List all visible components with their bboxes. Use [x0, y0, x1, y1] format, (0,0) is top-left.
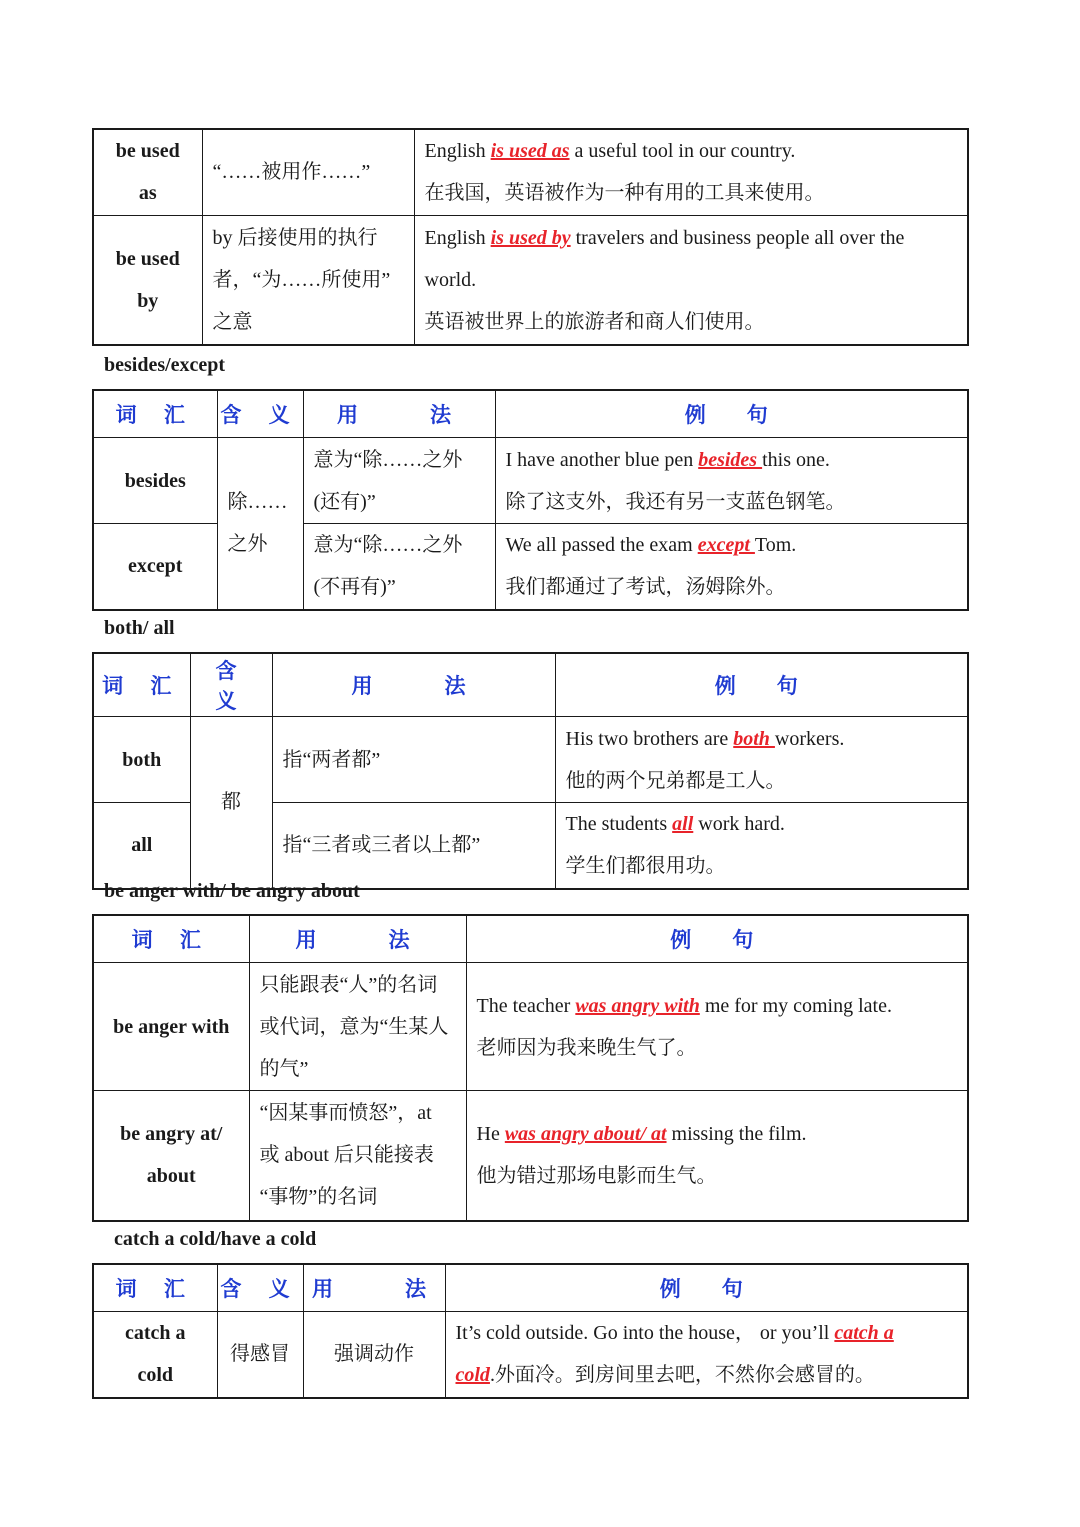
header-row: [93, 390, 968, 438]
section-title-both: both/ all: [104, 617, 175, 639]
header-usage: 用 法: [303, 1264, 445, 1312]
example-cell: [466, 963, 968, 1091]
header-row: [93, 1264, 968, 1312]
example-cell: [555, 803, 968, 889]
word-cell: [93, 129, 202, 215]
table-row: [93, 215, 968, 345]
usage-cell: 意为“除……之外 (不再有)”: [303, 524, 495, 610]
usage-cell: “……被用作……”: [202, 129, 414, 215]
highlight-phrase: catch a: [834, 1322, 894, 1345]
section-title-anger: be anger with/ be angry about: [104, 880, 360, 902]
table-cold: [92, 1263, 969, 1399]
header-word: 词 汇: [93, 1264, 217, 1312]
example-zh: 他的两个兄弟都是工人。: [565, 769, 786, 792]
highlight-phrase: is used by: [490, 226, 571, 249]
example-cell: [466, 1091, 968, 1221]
header-usage: 用 法: [303, 390, 495, 438]
example-en: His two brothers are both workers.: [565, 727, 845, 750]
example-en: He was angry about/ at missing the film.: [476, 1123, 807, 1146]
header-row: [93, 915, 968, 963]
word-cell: [93, 215, 202, 345]
header-word: 词 汇: [93, 390, 217, 438]
header-row: [93, 653, 968, 717]
header-usage: 用 法: [272, 653, 555, 717]
example-en: We all passed the exam except Tom.: [505, 534, 797, 557]
usage-cell: 意为“除……之外 (还有)”: [303, 438, 495, 524]
example-zh: cold.外面冷。到房间里去吧，不然你会感冒的。: [455, 1364, 875, 1387]
table-row: [93, 963, 968, 1091]
highlight-phrase: is used as: [490, 140, 570, 163]
table-row: [93, 438, 968, 524]
example-zh: 在我国，英语被作为一种有用的工具来使用。: [424, 182, 825, 205]
example-zh: 老师因为我来晚生气了。: [476, 1036, 697, 1059]
section-title-besides: besides/except: [104, 354, 226, 376]
word-cell: both: [93, 717, 190, 803]
table-be-used: [92, 128, 969, 346]
word-cell: except: [93, 524, 217, 610]
word-line: be used: [115, 140, 180, 163]
table-row: [93, 1312, 968, 1398]
table-besides-except: [92, 389, 969, 611]
example-zh: 我们都通过了考试，汤姆除外。: [505, 576, 786, 599]
header-meaning: 含 义: [217, 1264, 303, 1312]
example-en: I have another blue pen besides this one.: [505, 448, 830, 471]
table-angry: [92, 914, 969, 1222]
example-en: English is used as a useful tool in our country.: [424, 140, 796, 163]
header-example: 例 句: [445, 1264, 968, 1312]
usage-cell: 指“两者都”: [272, 717, 555, 803]
example-cell: [445, 1312, 968, 1398]
usage-cell: 指“三者或三者以上都”: [272, 803, 555, 889]
highlight-phrase: was angry with: [575, 994, 700, 1017]
example-cell: [555, 717, 968, 803]
example-zh: 英语被世界上的旅游者和商人们使用。: [424, 310, 765, 333]
highlight-phrase: cold: [455, 1364, 490, 1387]
example-en: The teacher was angry with me for my coming late.: [476, 994, 892, 1017]
highlight-phrase: all: [672, 813, 694, 836]
header-example: 例 句: [466, 915, 968, 963]
example-en: The students all work hard.: [565, 813, 785, 836]
meaning-cell: 除…… 之外: [217, 438, 303, 610]
word-cell: catch a cold: [93, 1312, 217, 1398]
word-cell: be anger with: [93, 963, 249, 1091]
header-example: 例 句: [555, 653, 968, 717]
example-cell: [495, 438, 968, 524]
example-zh: 除了这支外，我还有另一支蓝色钢笔。: [505, 490, 846, 513]
header-example: 例 句: [495, 390, 968, 438]
header-usage: 用 法: [249, 915, 466, 963]
highlight-phrase: both: [733, 727, 775, 750]
table-row: [93, 717, 968, 803]
example-cell: [495, 524, 968, 610]
word-line: as: [138, 182, 157, 205]
header-word: 词 汇: [93, 653, 190, 717]
table-row: [93, 129, 968, 215]
highlight-phrase: besides: [698, 448, 763, 471]
meaning-cell: 都: [190, 717, 272, 889]
example-zh: 他为错过那场电影而生气。: [476, 1165, 717, 1188]
table-row: [93, 1091, 968, 1221]
highlight-phrase: was angry about/ at: [504, 1123, 667, 1146]
usage-cell: “因某事而愤怒”，at 或 about 后只能接表 “事物”的名词: [249, 1091, 466, 1221]
example-en: It’s cold outside. Go into the house， or you’ll catch a: [455, 1322, 894, 1345]
header-word: 词 汇: [93, 915, 249, 963]
header-meaning: 含 义: [217, 390, 303, 438]
word-line: by: [137, 289, 159, 312]
usage-cell: 只能跟表“人”的名词 或代词，意为“生某人 的气”: [249, 963, 466, 1091]
example-en: English is used by travelers and business people all over the: [424, 226, 905, 249]
word-cell: besides: [93, 438, 217, 524]
word-cell: all: [93, 803, 190, 889]
usage-cell: 强调动作: [303, 1312, 445, 1398]
highlight-phrase: except: [697, 534, 755, 557]
usage-cell: by 后接使用的执行 者，“为……所使用” 之意: [202, 215, 414, 345]
word-cell: be angry at/ about: [93, 1091, 249, 1221]
header-meaning: 含 义: [190, 653, 272, 717]
section-title-cold: catch a cold/have a cold: [114, 1228, 317, 1250]
example-zh: 学生们都很用功。: [565, 855, 726, 878]
meaning-cell: 得感冒: [217, 1312, 303, 1398]
table-both-all: [92, 652, 969, 890]
example-cell: English is used by travelers and business people all over the world. 英语被世界上的旅游者和商人们使用。: [414, 215, 968, 345]
example-cell: [414, 129, 968, 215]
word-line: be used: [115, 247, 180, 270]
